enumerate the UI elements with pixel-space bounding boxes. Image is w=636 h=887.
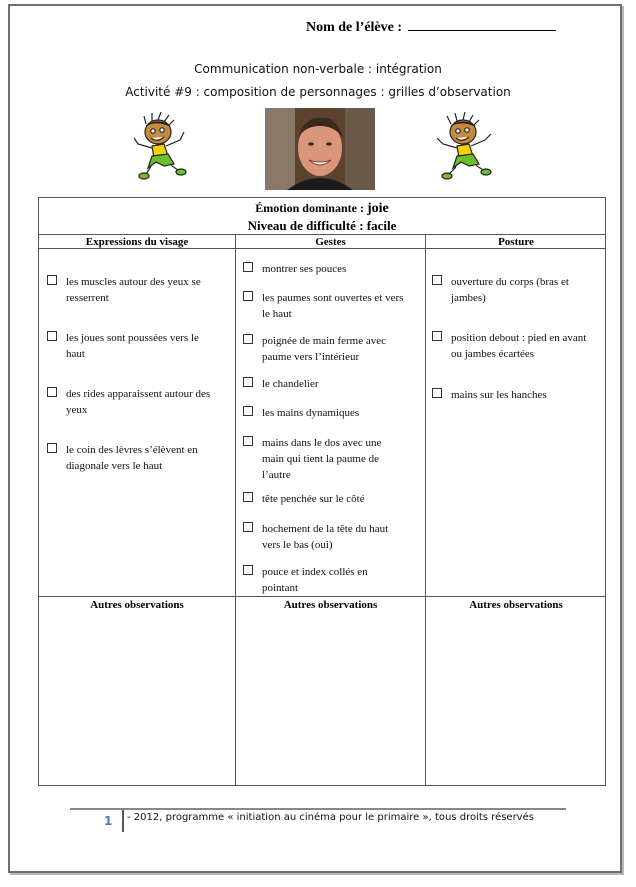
checklist-item — [432, 274, 604, 306]
checklist-item — [47, 330, 233, 362]
checklist-item-line: paume vers l’intérieur — [262, 351, 360, 363]
activity-title: Activité #9 : composition de personnages : grilles d’observation — [125, 85, 511, 99]
row-divider — [39, 596, 605, 597]
checkbox-icon[interactable] — [432, 331, 442, 341]
difficulty-line: Niveau de difficulté : facile — [247, 218, 397, 233]
portrait-photo — [265, 108, 375, 190]
checklist-item-line: hochement de la tête du haut — [262, 523, 389, 535]
checkbox-icon[interactable] — [432, 275, 442, 285]
checkbox-icon[interactable] — [243, 406, 253, 416]
footer-divider — [122, 810, 124, 832]
checklist-item-line: montrer ses pouces — [262, 263, 347, 275]
checkbox-icon[interactable] — [243, 262, 253, 272]
checklist-item-line: pouce et index collés en — [262, 566, 368, 578]
checkbox-icon[interactable] — [243, 492, 253, 502]
checkbox-icon[interactable] — [47, 331, 57, 341]
checklist-item-line: diagonale vers le haut — [66, 460, 163, 472]
checkbox-icon[interactable] — [243, 565, 253, 575]
column-header-gestes: Gestes — [315, 236, 346, 248]
checklist-item-line: le coin des lèvres s’élèvent en — [66, 444, 198, 456]
checkbox-icon[interactable] — [432, 388, 442, 398]
checklist-item-line: le haut — [262, 308, 292, 320]
checklist-item-line: ou jambes écartées — [451, 348, 535, 360]
checklist-item-line: yeux — [66, 404, 88, 416]
footer-rule — [70, 808, 566, 810]
checkbox-icon[interactable] — [47, 443, 57, 453]
column-divider — [425, 235, 426, 786]
checklist-item — [243, 521, 423, 553]
student-name-label: Nom de l’élève : — [306, 20, 403, 35]
checklist-item — [243, 290, 423, 322]
emotion-value: joie — [366, 201, 389, 216]
checkbox-icon[interactable] — [47, 275, 57, 285]
checklist-item — [47, 274, 233, 306]
checkbox-icon[interactable] — [243, 436, 253, 446]
checklist-item-line: main qui tient la paume de — [262, 453, 379, 465]
student-name-line — [306, 16, 586, 36]
checklist-item — [243, 333, 423, 365]
cartoon-kid-icon — [124, 110, 204, 190]
checklist-item-line: resserrent — [66, 292, 109, 304]
checkbox-icon[interactable] — [47, 387, 57, 397]
checklist-item-line: tête penchée sur le côté — [262, 493, 365, 505]
checklist-item — [243, 261, 423, 277]
checklist-item-line: le chandelier — [262, 378, 319, 390]
checklist-item-line: haut — [66, 348, 85, 360]
checklist-item-line: des rides apparaissent autour des — [66, 388, 211, 400]
checklist-item — [432, 387, 604, 403]
checklist-item-line: les joues sont poussées vers le — [66, 332, 199, 344]
checklist-item-line: position debout : pied en avant — [451, 332, 587, 344]
checklist-item — [243, 405, 423, 421]
checklist-item — [243, 435, 423, 483]
checklist-item — [243, 376, 423, 392]
student-name-blank — [408, 16, 556, 31]
cartoon-kid-icon — [425, 110, 505, 190]
checklist-item-line: poignée de main ferme avec — [262, 335, 386, 347]
checklist-item — [47, 442, 233, 474]
checkbox-icon[interactable] — [243, 291, 253, 301]
checklist-item-line: mains sur les hanches — [451, 389, 547, 401]
checklist-item — [243, 564, 423, 596]
observation-table — [38, 197, 606, 786]
portrait-photo-art — [265, 108, 375, 190]
footer-copyright: - 2012, programme « initiation au cinéma pour le primaire », tous droits réservés — [127, 812, 534, 823]
other-observations-visage: Autres observations — [90, 599, 184, 611]
column-header-visage: Expressions du visage — [85, 236, 189, 248]
emotion-line — [39, 201, 605, 217]
other-observations-gestes: Autres observations — [283, 599, 378, 611]
checklist-item-line: ouverture du corps (bras et — [451, 276, 569, 288]
column-header-posture: Posture — [498, 236, 534, 248]
checklist-item-line: jambes) — [451, 292, 486, 304]
checklist-item-line: les mains dynamiques — [262, 407, 360, 419]
checklist-item-line: vers le bas (oui) — [262, 539, 333, 551]
checkbox-icon[interactable] — [243, 334, 253, 344]
checklist-item — [432, 330, 604, 362]
checklist-item-line: les muscles autour des yeux se — [66, 276, 201, 288]
course-title: Communication non-verbale : intégration — [194, 62, 442, 76]
checklist-item-line: mains dans le dos avec une — [262, 437, 382, 449]
checklist-item-line: les paumes sont ouvertes et vers — [262, 292, 404, 304]
checkbox-icon[interactable] — [243, 377, 253, 387]
other-observations-posture: Autres observations — [469, 599, 563, 611]
checklist-item-line: l’autre — [262, 469, 291, 481]
checklist-item — [243, 491, 423, 507]
checklist-item-line: pointant — [262, 582, 299, 594]
emotion-label: Émotion dominante : — [255, 201, 364, 215]
column-divider — [235, 235, 236, 786]
checkbox-icon[interactable] — [243, 522, 253, 532]
row-divider — [39, 248, 605, 249]
checklist-item — [47, 386, 233, 418]
table-title — [39, 198, 605, 235]
page-number: 1 — [104, 814, 113, 828]
